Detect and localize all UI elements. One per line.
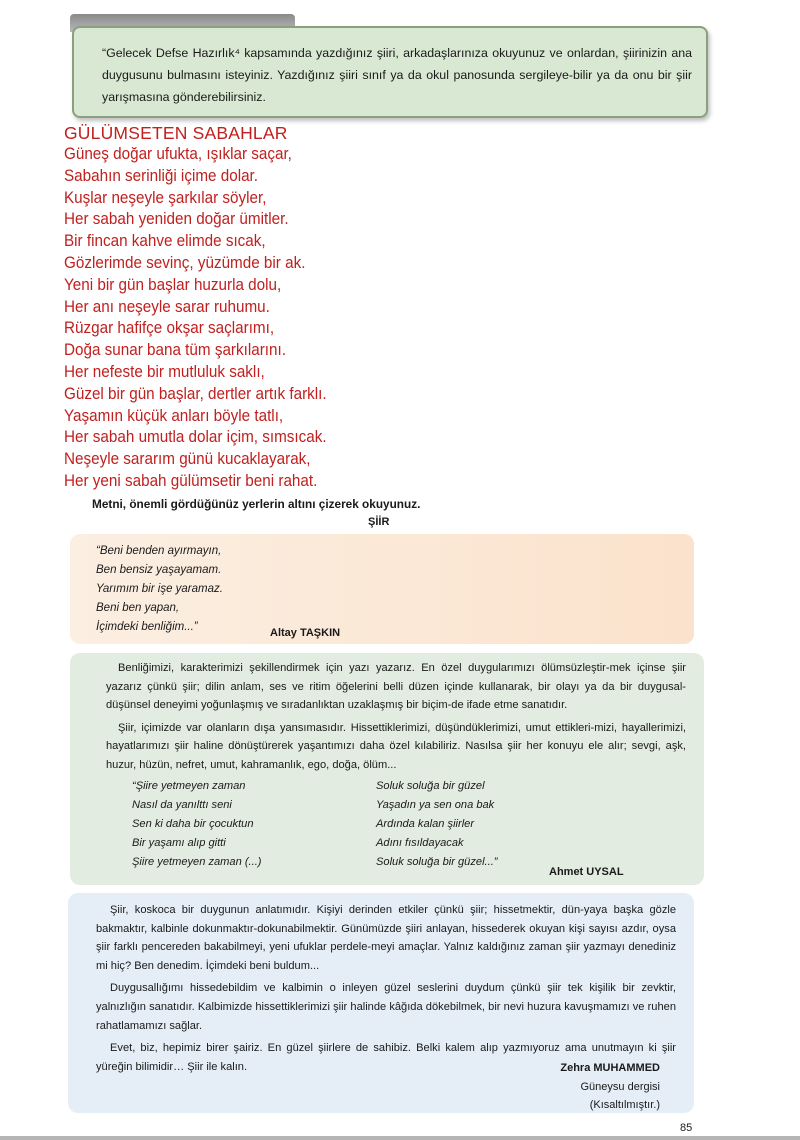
poem-line: Sabahın serinliği içime dolar.	[64, 166, 259, 185]
paragraph: Şiir, içimizde var olanların dışa yansımasıdır. Hissettiklerimizi, düşündüklerimizi, umut ettikleri-mizi, hayallerimizi, hayatlarımızı şiir haline dönüştürerek yaşantımızı daha özel kılabiliriz. Nasılsa şiir her konuyu ele alır; sevgi, aşk, huzur, hüzün, nefret, umut, kahramanlık, ego, doğa, ölüm...	[106, 721, 686, 771]
poem-line: Rüzgar hafifçe okşar saçlarımı,	[64, 319, 275, 338]
poem-line: Güneş doğar ufukta, ışıklar saçar,	[64, 145, 292, 163]
verse-line: Ardında kalan şiirler	[376, 817, 475, 830]
article-box	[68, 893, 694, 1113]
article-author: Zehra MUHAMMED	[560, 1062, 660, 1074]
poem-line: Bir fincan kahve elimde sıcak,	[64, 232, 266, 251]
poem-line: Yaşamın küçük anları böyle tatlı,	[64, 406, 284, 425]
page-bottom-rule	[0, 1136, 800, 1140]
verse-line: Adını fısıldayacak	[376, 836, 464, 849]
poem-line: Her sabah umutla dolar içim, sımsıcak.	[64, 428, 327, 447]
poem-line: Neşeyle sararım günü kucaklayarak,	[64, 450, 311, 469]
quote-line: Beni ben yapan,	[96, 602, 180, 614]
poem-line: Her nefeste bir mutluluk saklı,	[64, 362, 265, 381]
poem-line: Kuşlar neşeyle şarkılar söyler,	[64, 188, 267, 207]
quote-line: Ben bensiz yaşayamam.	[96, 564, 222, 576]
poem-line: Her sabah yeniden doğar ümitler.	[64, 210, 289, 229]
poem-title: GÜLÜMSETEN SABAHLAR	[64, 123, 288, 143]
paragraph: Duygusallığımı hissedebildim ve kalbimin o inleyen güzel seslerini duydum çünkü şiir tek kişilik bir zevktir, yalnızlığın sanatıdır. Kalbimizde hissettiklerimizi şiir halinde kâğıda dökebilmek, bir nevi huzura kavuşmamızı ve ruhen rahatlamamızı sağlar.	[96, 982, 676, 1032]
article-note: (Kısaltılmıştır.)	[589, 1099, 660, 1111]
verse-line: Bir yaşamı alıp gitti	[132, 836, 226, 849]
verse-line: Sen ki daha bir çocuktun	[132, 817, 254, 830]
quote-box	[70, 534, 694, 644]
quote-author: Altay TAŞKIN	[270, 627, 341, 639]
reading-instruction: Metni, önemli gördüğünüz yerlerin altını çizerek okuyunuz.	[92, 497, 421, 511]
poem-line: Doğa sunar bana tüm şarkılarını.	[64, 341, 286, 360]
poem-line: Güzel bir gün başlar, dertler artık farklı.	[64, 384, 327, 403]
page-number: 85	[680, 1122, 693, 1134]
text-title: ŞİİR	[368, 516, 390, 528]
verse-line: Şiire yetmeyen zaman (...)	[132, 855, 262, 868]
poem	[64, 122, 424, 493]
verse-line: Soluk soluğa bir güzel	[376, 779, 485, 792]
verse-left-column	[132, 777, 261, 872]
poem-line: Her yeni sabah gülümsetir beni rahat.	[64, 471, 318, 490]
quote-line: “Beni benden ayırmayın,	[96, 545, 222, 557]
article-source: Güneysu dergisi	[580, 1081, 660, 1093]
paragraph: Benliğimizi, karakterimizi şekillendirmek için yazı yazarız. En özel duygularımızı ölümsüzleştir-mek içinse şiir yazarız çünkü şiir; dilin anlam, ses ve ritim öğelerini belli düzen içinde kullanarak, bir olayı ya da bir duygusal-düşünsel deneyimi yoğunlaşmış ve sıradanlıktan uzaklaşmış bir biçim-de ifade etme sanatıdır.	[106, 662, 686, 712]
verse-line: Soluk soluğa bir güzel...”	[376, 855, 498, 868]
poem-line: Gözlerimde sevinç, yüzümde bir ak.	[64, 253, 306, 272]
verse-quote	[106, 777, 686, 873]
verse-author: Ahmet UYSAL	[549, 866, 624, 878]
quote-line: Yarımım bir işe yaramaz.	[96, 583, 223, 595]
paragraph: Şiir, koskoca bir duygunun anlatımıdır. Kişiyi derinden etkiler çünkü şiir; hissetmektir, dün-yaya başka gözle bakmaktır, kalbinle dokunmaktır-dokunabilmektir. Günümüzde şiiri anlayan, hissederek okuyan kişi sayısı azdır, oysa şiir farklı pencereden bakabilmeyi, yeni ufuklar perdele-meyi amaçlar. Yalnız kaldığınız zaman şiir yazmayı denediniz mi hiç? Ben denedim. İçimdeki beni buldum...	[96, 904, 676, 972]
activity-box	[72, 26, 708, 118]
verse-line: Yaşadın ya sen ona bak	[376, 798, 495, 811]
quote-line: İçimdeki benliğim...”	[96, 621, 198, 633]
verse-line: Nasıl da yanılttı seni	[132, 798, 232, 811]
paragraph: Evet, biz, hepimiz birer şairiz. En güzel şiirlere de sahibiz. Belki kalem alıp yazmıyoruz ama unutmayın ki şiir yüreğin bilimidir… Şiir ile kalın.	[96, 1042, 676, 1073]
poetry-text-box	[70, 653, 704, 885]
poem-line: Her anı neşeyle sarar ruhumu.	[64, 297, 270, 316]
activity-text: “Gelecek Defse Hazırlık⁴ kapsamında yazdığınız şiiri, arkadaşlarınıza okuyunuz ve onlardan, şiirinizin ana duygusunu bulmasını isteyiniz. Yazdığınız şiiri sınıf ya da okul panosunda sergileye-bilir ya da onu bir şiir yarışmasına gönderebilirsiniz.	[102, 46, 692, 104]
verse-line: “Şiire yetmeyen zaman	[132, 779, 246, 792]
verse-right-column	[376, 777, 497, 872]
poem-line: Yeni bir gün başlar huzurla dolu,	[64, 275, 282, 294]
